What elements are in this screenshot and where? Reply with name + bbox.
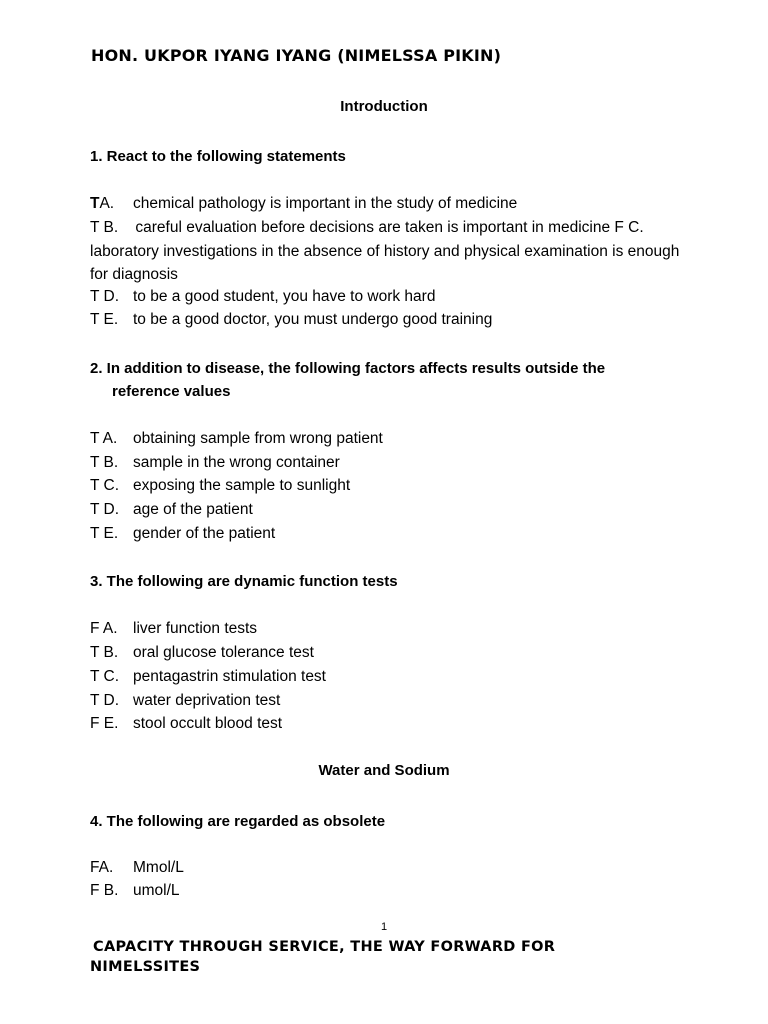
question-2-option-d [90,498,253,521]
question-3-option-c [90,665,326,688]
question-3-title: 3. The following are dynamic function tests [90,573,398,590]
section-title-introduction: Introduction [340,98,428,115]
option-mark: T C. [90,668,119,685]
option-mark: F B. [90,882,119,899]
option-mark: F A. [90,620,118,637]
option-text: obtaining sample from wrong patient [133,430,383,447]
question-1-option-a [90,192,517,215]
option-text: pentagastrin stimulation test [133,668,326,685]
question-4-option-b [90,879,180,902]
question-2-option-b [90,451,340,474]
question-2-title: 2. In addition to disease, the following factors affects results outside the reference values [90,360,606,400]
question-2-option-c [90,474,350,497]
page-footer [90,937,610,977]
option-text: sample in the wrong container [133,454,340,471]
option-text: liver function tests [133,620,258,637]
option-mark: T B. [90,454,119,471]
option-mark: T E. [90,525,119,542]
option-mark: T D. [90,288,119,305]
option-text: to be a good doctor, you must undergo good training [133,311,493,328]
option-text: stool occult blood test [133,715,283,732]
question-4-option-a [90,856,184,879]
option-mark: T D. [90,692,119,709]
question-1-option-d [90,285,435,308]
option-text: age of the patient [133,501,253,518]
question-1-options-b-c: T B. careful evaluation before decisions are taken is important in medicine F C. laboratory investigations in the absence of history and physical examination is enough for diagnosis [90,219,680,283]
question-3-option-e [90,712,282,735]
footer-line-2: NIMELSSITES [90,959,201,975]
option-mark: T B. [90,644,119,661]
document-heading: HON. UKPOR IYANG IYANG (NIMELSSA PIKIN) [91,46,502,65]
option-mark: T E. [90,311,119,328]
question-1-option-e [90,308,492,331]
option-text: chemical pathology is important in the study of medicine [133,195,518,212]
question-2-option-a [90,427,383,450]
footer-line-1: CAPACITY THROUGH SERVICE, THE WAY FORWARD FOR [93,939,556,955]
option-text: gender of the patient [133,525,276,542]
option-text: water deprivation test [133,692,281,709]
option-mark: FA. [90,859,114,876]
option-mark: T A. [90,430,118,447]
option-mark: T D. [90,501,119,518]
option-text: umol/L [133,882,180,899]
option-mark: TA. [90,195,115,212]
question-3-option-a [90,617,257,640]
question-4-title: 4. The following are regarded as obsolete [90,813,386,830]
page-number: 1 [380,921,388,933]
option-text: Mmol/L [133,859,184,876]
option-text: oral glucose tolerance test [133,644,314,661]
option-text: to be a good student, you have to work hard [133,288,436,305]
section-title-water-sodium: Water and Sodium [318,762,450,779]
option-text: exposing the sample to sunlight [133,477,351,494]
option-mark: F E. [90,715,119,732]
question-2-option-e [90,522,275,545]
question-3-option-d [90,689,280,712]
question-3-option-b [90,641,314,664]
question-1-title: 1. React to the following statements [90,148,346,165]
option-mark: T C. [90,477,119,494]
